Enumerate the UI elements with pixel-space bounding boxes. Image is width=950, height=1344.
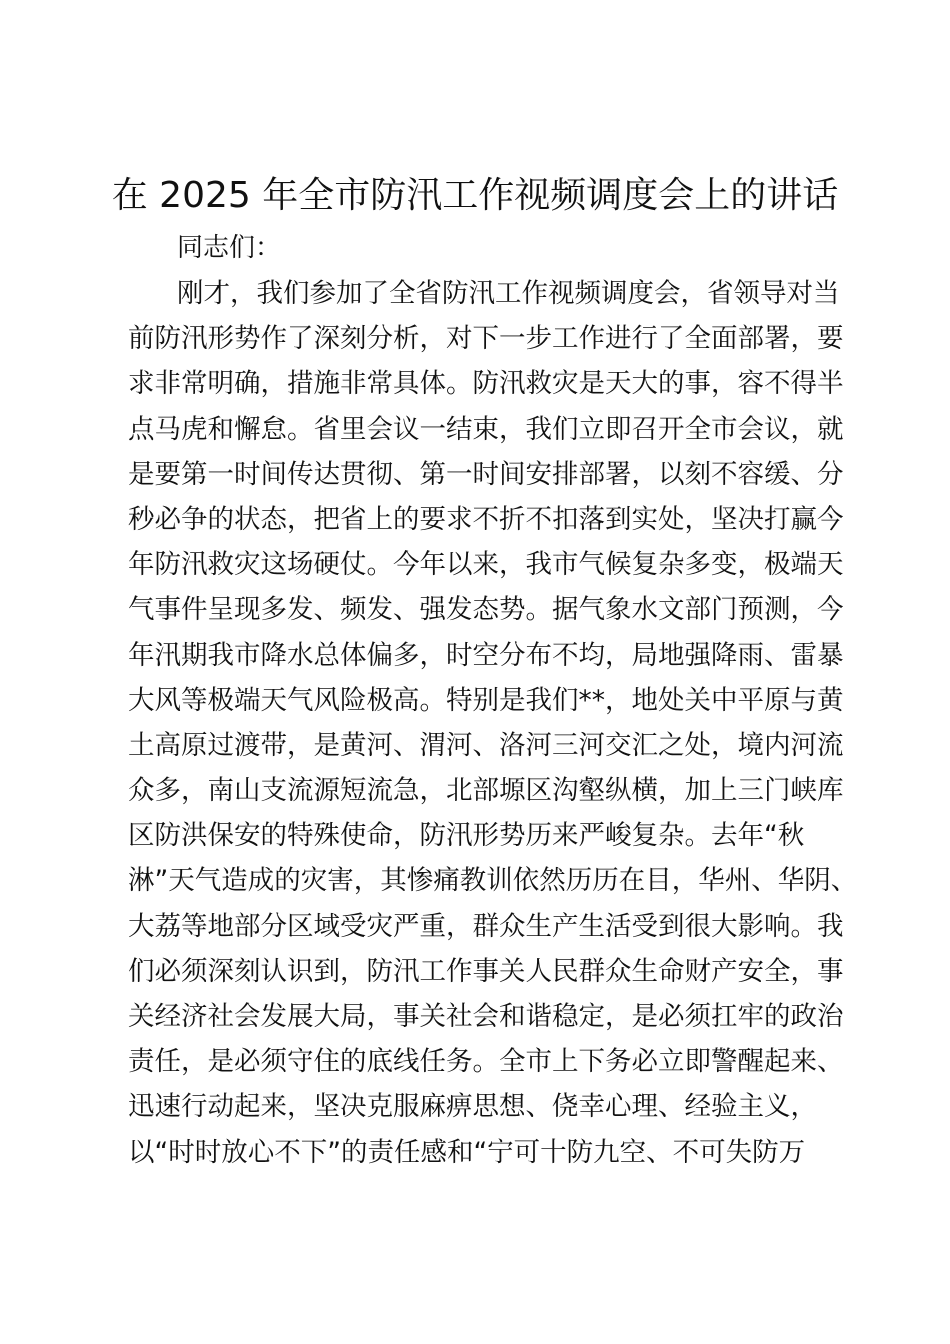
text-line: 责任，是必须守住的底线任务。全市上下务必立即警醒起来、 bbox=[128, 1046, 844, 1078]
text-line: 点马虎和懈怠。省里会议一结束，我们立即召开全市会议，就 bbox=[128, 413, 844, 445]
body-paragraph bbox=[128, 271, 858, 1175]
text-line: 迅速行动起来，坚决克服麻痹思想、侥幸心理、经验主义， bbox=[128, 1091, 817, 1123]
text-line: 气事件呈现多发、频发、强发态势。据气象水文部门预测，今 bbox=[128, 594, 844, 626]
text-line: 淋”天气造成的灾害，其惨痛教训依然历历在目，华州、华阴、 bbox=[128, 865, 858, 897]
text-line: 年防汛救灾这场硬仗。今年以来，我市气候复杂多变，极端天 bbox=[128, 549, 844, 581]
text-line: 以“时时放心不下”的责任感和“宁可十防九空、不可失防万 bbox=[128, 1136, 806, 1168]
text-line: 秒必争的状态，把省上的要求不折不扣落到实处，坚决打赢今 bbox=[128, 503, 844, 535]
text-line: 大荔等地部分区域受灾严重，群众生产生活受到很大影响。我 bbox=[128, 910, 844, 942]
salutation: 同志们： bbox=[177, 233, 282, 263]
text-line: 们必须深刻认识到，防汛工作事关人民群众生命财产安全，事 bbox=[128, 955, 844, 987]
text-line: 是要第一时间传达贯彻、第一时间安排部署，以刻不容缓、分 bbox=[128, 458, 844, 490]
text-line: 大风等极端天气风险极高。特别是我们**，地处关中平原与黄 bbox=[128, 684, 844, 716]
text-line: 区防洪保安的特殊使命，防汛形势历来严峻复杂。去年“秋 bbox=[128, 820, 805, 852]
text-line: 年汛期我市降水总体偏多，时空分布不均，局地强降雨、雷暴 bbox=[128, 639, 844, 671]
text-line: 前防汛形势作了深刻分析，对下一步工作进行了全面部署，要 bbox=[128, 323, 844, 355]
text-line: 关经济社会发展大局，事关社会和谐稳定，是必须扛牢的政治 bbox=[128, 1001, 844, 1032]
text-line: 土高原过渡带，是黄河、渭河、洛河三河交汇之处，境内河流 bbox=[128, 729, 844, 761]
text-line: 求非常明确，措施非常具体。防汛救灾是天大的事，容不得半 bbox=[128, 368, 844, 400]
text-line: 众多，南山支流源短流急，北部塬区沟壑纵横，加上三门峡库 bbox=[128, 775, 844, 807]
text-line: 刚才，我们参加了全省防汛工作视频调度会，省领导对当 bbox=[177, 278, 840, 309]
document-title: 在 2025 年全市防汛工作视频调度会上的讲话 bbox=[111, 175, 839, 216]
